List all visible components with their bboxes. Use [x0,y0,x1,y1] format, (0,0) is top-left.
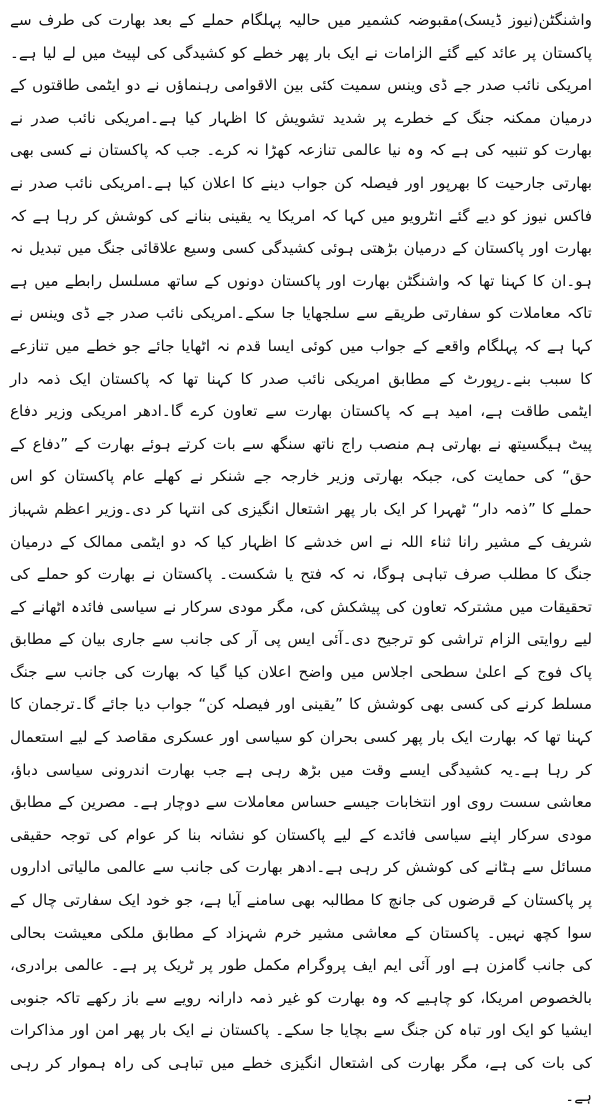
article-body: واشنگٹن(نیوز ڈیسک)مقبوضہ کشمیر میں حالیہ پہلگام حملے کے بعد بھارت کی طرف سے پاکستان پر عائد کیے گئے الزامات نے ایک بار پھر خطے کو کشیدگی کی لپیٹ میں لے لیا ہے۔امریکی نائب صدر جے ڈی وینس سمیت کئی بین الاقوامی رہنماؤں نے دو ایٹمی طاقتوں کے درمیان ممکنہ جنگ کے خطرے پر شدید تشویش کا اظہار کیا ہے۔امریکی نائب صدر نے بھارت کو تنبیہ کی ہے کہ وہ نیا عالمی تنازعہ کھڑا نہ کرے۔ جب کہ پاکستان نے کسی بھی بھارتی جارحیت کا بھرپور اور فیصلہ کن جواب دینے کا اعلان کیا ہے۔امریکی نائب صدر نے فاکس نیوز کو دیے گئے انٹرویو میں کہا کہ امریکا یہ یقینی بنانے کی کوشش کر رہا ہے کہ بھارت اور پاکستان کے درمیان بڑھتی ہوئی کشیدگی کسی وسیع علاقائی جنگ میں تبدیل نہ ہو۔ان کا کہنا تھا کہ واشنگٹن بھارت اور پاکستان دونوں کے ساتھ مسلسل رابطے میں ہے تاکہ معاملات کو سفارتی طریقے سے سلجھایا جا سکے۔امریکی نائب صدر جے ڈی وینس نے کہا ہے کہ پہلگام واقعے کے جواب میں کوئی ایسا قدم نہ اٹھایا جائے جو خطے میں تنازعے کا سبب بنے۔رپورٹ کے مطابق امریکی نائب صدر کا کہنا تھا کہ پاکستان ایک ذمہ دار ایٹمی طاقت ہے، امید ہے کہ پاکستان بھارت سے تعاون کرے گا۔ادھر امریکی وزیر دفاع پیٹ ہیگسیتھ نے بھارتی ہم منصب راج ناتھ سنگھ سے بات کرتے ہوئے بھارت کے ”دفاع کے حق“ کی حمایت کی، جبکہ بھارتی وزیر خارجہ جے شنکر نے کھلے عام پاکستان کو اس حملے کا ”ذمہ دار“ ٹھہرا کر ایک بار پھر اشتعال انگیزی کی انتہا کر دی۔وزیر اعظم شہباز شریف کے مشیر رانا ثناء اللہ نے اس خدشے کا اظہار کیا کہ دو ایٹمی ممالک کے درمیان جنگ کا مطلب صرف تباہی ہوگا، نہ کہ فتح یا شکست۔ پاکستان نے بھارت کو حملے کی تحقیقات میں مشترکہ تعاون کی پیشکش کی، مگر مودی سرکار نے سیاسی فائدہ اٹھانے کے لیے روایتی الزام تراشی کو ترجیح دی۔آئی ایس پی آر کی جانب سے جاری بیان کے مطابق پاک فوج کے اعلیٰ سطحی اجلاس میں واضح اعلان کیا گیا کہ بھارت کی جانب سے جنگ مسلط کرنے کی کسی بھی کوشش کا ”یقینی اور فیصلہ کن“ جواب دیا جائے گا۔ترجمان کا کہنا تھا کہ بھارت ایک بار پھر کسی بحران کو سیاسی اور عسکری مقاصد کے لیے استعمال کر رہا ہے۔یہ کشیدگی ایسے وقت میں بڑھ رہی ہے جب بھارت اندرونی سیاسی دباؤ، معاشی سست روی اور انتخابات جیسے حساس معاملات سے دوچار ہے۔ مصرین کے مطابق مودی سرکار اپنے سیاسی فائدے کے لیے پاکستان کو نشانہ بنا کر عوام کی توجہ حقیقی مسائل سے ہٹانے کی کوشش کر رہی ہے۔ادھر بھارت کی جانب سے عالمی مالیاتی اداروں پر پاکستان کے قرضوں کی جانچ کا مطالبہ بھی سامنے آیا ہے، جو خود ایک سفارتی چال کے سوا کچھ نہیں۔ پاکستان کے معاشی مشیر خرم شہزاد کے مطابق ملکی معیشت بحالی کی جانب گامزن ہے اور آئی ایم ایف پروگرام مکمل طور پر ٹریک پر ہے۔ عالمی برادری، بالخصوص امریکا، کو چاہیے کہ وہ بھارت کو غیر ذمہ دارانہ رویے سے باز رکھے تاکہ جنوبی ایشیا کو ایک اور تباہ کن جنگ سے بچایا جا سکے۔ پاکستان نے ایک بار پھر امن اور مذاکرات کی بات کی ہے، مگر بھارت کی اشتعال انگیزی خطے میں تباہی کی راہ ہموار کر رہی ہے۔ [10,11,592,1105]
